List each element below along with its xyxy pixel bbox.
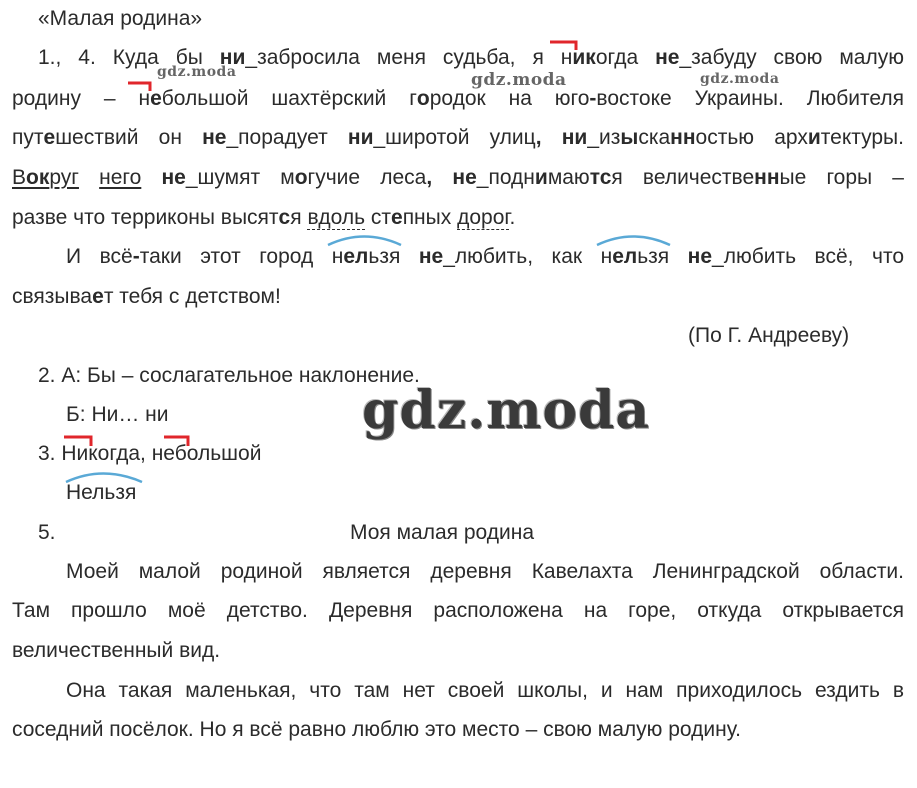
essay-line-5: соседний посёлок. Но я всё равно люблю это место – свою малую родину. xyxy=(12,718,741,741)
essay-heading: Моя малая родина xyxy=(350,521,535,544)
prefix-mark-nikogda xyxy=(550,42,576,50)
prefix-mark-answer-nikogda xyxy=(64,437,91,446)
root-arc-nelzya-1 xyxy=(328,237,401,246)
essay-line-3: величественный вид. xyxy=(12,639,221,662)
answer-3-num: 3. xyxy=(38,442,56,465)
watermark-small-3: gdz.moda xyxy=(700,71,780,87)
watermark-large: gdz.moda xyxy=(362,380,651,441)
essay-line-4: Она такая маленькая, что там нет своей школы, и нам приходилось ездить в xyxy=(66,679,904,702)
text-line-2: родину – небольшой шахтёрский городок на юго-востоке Украины. Любителя xyxy=(12,87,904,110)
text-line-1: 1., 4. Куда бы ни_забросила меня судьба, я никогда не_забуду свою малую xyxy=(38,46,904,69)
essay-line-1: Моей малой родиной является деревня Кавелахта Ленинградской области. xyxy=(66,560,904,583)
root-arc-answer-nelzya xyxy=(66,474,142,483)
watermark-small-2: gdz.moda xyxy=(471,70,567,90)
text-line-6: И всё-таки этот город нельзя не_любить, как нельзя не_любить всё, что xyxy=(66,245,905,268)
text-line-5: разве что терриконы высятся вдоль степных дорог. xyxy=(12,206,516,229)
prefix-mark-answer-nebolshoy xyxy=(164,437,188,446)
answer-2a: 2. А: Бы – сослагательное наклонение. xyxy=(38,364,420,387)
text-line-7: связывает тебя с детством! xyxy=(12,285,281,308)
answer-3-word-nebolshoy: небольшой xyxy=(151,442,262,465)
prefix-mark-nebolshoy xyxy=(128,83,150,91)
answer-3-word-nikogda: Никогда, xyxy=(61,442,146,465)
answer-2b: Б: Ни… ни xyxy=(66,403,169,426)
source-attribution: (По Г. Андрееву) xyxy=(688,324,850,347)
exercise-title: «Малая родина» xyxy=(38,7,203,30)
watermark-small-1: gdz.moda xyxy=(157,64,237,80)
text-line-4: Вокруг него не_шумят могучие леса, не_поднимаются величественные горы – xyxy=(12,166,904,189)
essay-number: 5. xyxy=(38,521,56,544)
root-arc-nelzya-2 xyxy=(597,237,670,246)
answer-3-word-nelzya: Нельзя xyxy=(66,481,137,504)
text-line-3: путешествий он не_порадует ни_широтой улиц, ни_изысканностью архитектуры. xyxy=(12,126,904,149)
essay-line-2: Там прошло моё детство. Деревня расположена на горе, откуда открывается xyxy=(12,599,904,622)
